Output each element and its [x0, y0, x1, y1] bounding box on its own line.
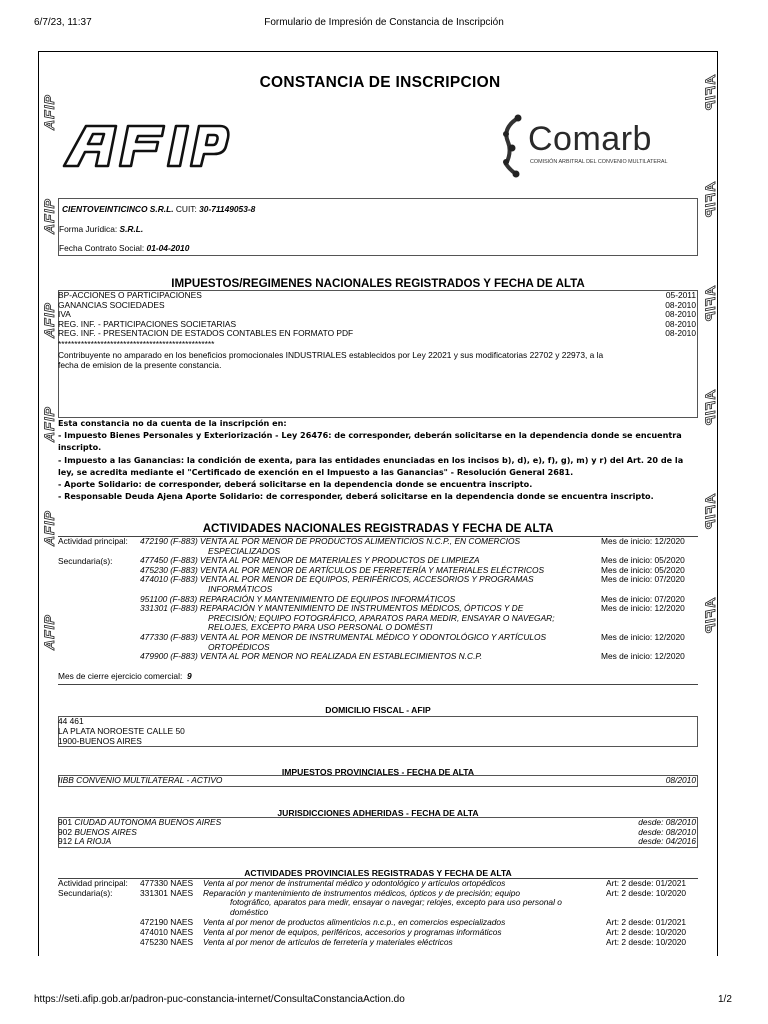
fecha-contrato-line [59, 243, 189, 253]
actprov-line: Venta al por menor de instrumental médico y odontológico y artículos ortopédicos [203, 878, 506, 888]
actividades-bottom-rule [58, 684, 698, 685]
actprov-art: Art: 2 desde: 01/2021 [606, 917, 687, 928]
domicilio-line: 1900-BUENOS AIRES [58, 736, 142, 746]
impuesto-date: 08-2010 [665, 318, 696, 329]
document-title: CONSTANCIA DE INSCRIPCION [259, 74, 501, 91]
actprov-code: 475230 NAES [140, 936, 194, 947]
imp-prov-row [58, 776, 698, 786]
actividad-principal-label: Actividad principal: [58, 536, 128, 546]
forma-value: S.R.L. [119, 224, 144, 234]
actividad-mes: Mes de inicio: 07/2020 [601, 574, 685, 585]
actividad-mes: Mes de inicio: 05/2020 [601, 555, 685, 566]
fecha-label: Fecha Contrato Social: [59, 243, 145, 253]
impuesto-name: GANANCIAS SOCIEDADES [58, 299, 165, 310]
stars-separator: ************************************************ [58, 339, 215, 349]
actprov-code: 477330 NAES [140, 878, 194, 888]
afip-watermark: AFIP [41, 302, 57, 338]
jurisdiccion-name: CIUDAD AUTONOMA BUENOS AIRES [74, 817, 222, 827]
impuesto-row [58, 329, 698, 339]
note-line: - Responsable Deuda Ajena Aporte Solidario: de corresponder, deberá solicitarse en la dependencia donde se encuentra inscripto. [58, 491, 654, 502]
afip-watermark: AFIP [702, 75, 718, 111]
actividad-mes: Mes de inicio: 12/2020 [601, 632, 685, 642]
actividad-line: RELOJES, EXCEPTO PARA USO PERSONAL O DOMÉSTI [208, 622, 433, 633]
imp-prov-date: 08/2010 [665, 775, 696, 785]
domicilio-heading: DOMICILIO FISCAL - AFIP [325, 705, 431, 715]
actprov-line: Reparación y mantenimiento de instrumentos médicos, ópticos y de precisión; equipo [203, 887, 521, 898]
afip-watermark: AFIP [41, 614, 57, 650]
impuesto-name: REG. INF. - PARTICIPACIONES SOCIETARIAS [58, 318, 237, 329]
domicilio-line: 44 461 [58, 716, 84, 726]
taxpayer-name: CIENTOVEINTICINCO S.R.L. [62, 204, 174, 214]
taxpayer-box [58, 198, 698, 256]
actprov-code: 331301 NAES [140, 887, 194, 898]
actividad-line: ORTOPÉDICOS [208, 641, 270, 652]
act-prov-heading: ACTIVIDADES PROVINCIALES REGISTRADAS Y FECHA DE ALTA [244, 868, 512, 878]
impuesto-row [58, 301, 698, 311]
actividad-line: 331301 (F-883) REPARACIÓN Y MANTENIMIENTO DE INSTRUMENTOS MÉDICOS, ÓPTICOS Y DE [140, 603, 524, 614]
note-line: ley, se acredita mediante el "Certificado de exención en el Impuesto a las Ganancias" - Resolución General 2681. [58, 466, 574, 477]
forma-juridica-line [59, 224, 143, 234]
taxpayer-id-line [62, 204, 255, 214]
cierre-label: Mes de cierre ejercicio comercial: [58, 671, 183, 681]
cierre-line [58, 672, 192, 682]
actividades-heading: ACTIVIDADES NACIONALES REGISTRADAS Y FECHA DE ALTA [202, 522, 554, 535]
actprov-line: doméstico [230, 906, 269, 917]
actprov-line: Venta al por menor de productos alimenticios n.c.p., en comercios especializados [203, 917, 506, 928]
jurisdiccion-name: BUENOS AIRES [74, 826, 137, 837]
jurisdiccion-row [58, 837, 698, 847]
actividad-line: 475230 (F-883) VENTA AL POR MENOR DE ARTÍCULOS DE FERRETERÍA Y MATERIALES ELÉCTRICOS [140, 564, 545, 575]
note-line: - Aporte Solidario: de corresponder, deberá solicitarse en la dependencia donde se encuentra inscripto. [58, 479, 533, 489]
afip-watermark: AFIP [41, 406, 57, 442]
actprov-art: Art: 2 desde: 10/2020 [606, 887, 687, 898]
actividad-line: 479900 (F-883) VENTA AL POR MENOR NO REALIZADA EN ESTABLECIMIENTOS N.C.P. [140, 651, 483, 662]
impuesto-name: IVA [58, 309, 71, 320]
print-page-number: 1/2 [718, 994, 732, 1005]
domicilio-line: LA PLATA NOROESTE CALLE 50 [58, 726, 185, 736]
afip-watermark: AFIP [702, 494, 718, 530]
impuesto-name: BP-ACCIONES O PARTICIPACIONES [58, 290, 202, 300]
imp-prov-name: IIBB CONVENIO MULTILATERAL - ACTIVO [58, 775, 223, 785]
jurisdiccion-desde: desde: 08/2010 [638, 817, 696, 827]
secundarias-label: Secundaria(s): [58, 556, 113, 566]
jurisdiccion-desde: desde: 08/2010 [638, 826, 696, 837]
afip-logo [60, 122, 230, 170]
actprov-line: Venta al por menor de artículos de ferretería y materiales eléctricos [203, 936, 453, 947]
comarb-symbol-icon [498, 112, 528, 178]
comarb-subtitle: COMISIÓN ARBITRAL DEL CONVENIO MULTILATERAL [530, 159, 668, 165]
comarb-wordmark: Comarb [528, 120, 652, 158]
actprov-art: Art: 2 desde: 10/2020 [606, 936, 687, 947]
actividad-mes: Mes de inicio: 12/2020 [601, 603, 685, 614]
jurisdiccion-code: 902 [58, 826, 72, 837]
note-line: inscripto. [58, 442, 102, 453]
cuit-label: CUIT: [175, 204, 197, 214]
afip-watermark: AFIP [702, 286, 718, 322]
impuestos-heading: IMPUESTOS/REGIMENES NACIONALES REGISTRADOS Y FECHA DE ALTA [171, 277, 585, 290]
promo-text-1: Contribuyente no amparado en los beneficios promocionales INDUSTRIALES establecidos por Ley 22021 y sus modificatorias 22702 y 22973, a la [58, 350, 604, 360]
forma-label: Forma Jurídica: [59, 224, 118, 234]
afip-watermark: AFIP [41, 198, 57, 234]
cierre-value: 9 [186, 671, 192, 681]
jurisdiccion-code: 912 [58, 836, 72, 847]
actprov-art: Art: 2 desde: 01/2021 [606, 878, 687, 888]
jurisdiccion-desde: desde: 04/2016 [638, 836, 696, 847]
actividad-line: 477450 (F-883) VENTA AL POR MENOR DE MATERIALES Y PRODUCTOS DE LIMPIEZA [140, 555, 480, 566]
impuesto-date: 08-2010 [665, 299, 696, 310]
print-url: https://seti.afip.gob.ar/padron-puc-constancia-internet/ConsultaConstanciaAction.do [34, 994, 405, 1005]
afip-watermark: AFIP [702, 182, 718, 218]
fecha-value: 01-04-2010 [146, 243, 190, 253]
actprov-code: 474010 NAES [140, 927, 194, 937]
impuesto-date: 08-2010 [665, 328, 696, 339]
jurisdiccion-name: LA RIOJA [74, 836, 112, 847]
note-line: - Impuesto Bienes Personales y Exteriorización - Ley 26476: de corresponder, deberán solicitarse en la dependencia donde se encuentra [58, 430, 682, 441]
print-datetime: 6/7/23, 11:37 [34, 17, 92, 28]
afip-watermark: AFIP [702, 390, 718, 426]
actprov-line: Venta al por menor de equipos, periféricos, accesorios y programas informáticos [203, 927, 502, 937]
impuesto-date: 08-2010 [665, 309, 696, 320]
note-line: Esta constancia no da cuenta de la inscripción en: [58, 418, 287, 428]
afip-watermark: AFIP [702, 598, 718, 634]
jurisdiccion-code: 901 [58, 817, 72, 827]
afip-watermark: AFIP [41, 510, 57, 546]
actividad-line: INFORMÁTICOS [208, 584, 273, 594]
impuesto-name: REG. INF. - PRESENTACION DE ESTADOS CONTABLES EN FORMATO PDF [58, 328, 354, 339]
jurisdicciones-heading: JURISDICCIONES ADHERIDAS - FECHA DE ALTA [277, 808, 479, 818]
actividad-line: 474010 (F-883) VENTA AL POR MENOR DE EQUIPOS, PERIFÉRICOS, ACCESORIOS Y PROGRAMAS [140, 574, 534, 585]
actividad-mes: Mes de inicio: 05/2020 [601, 564, 685, 575]
act-prov-secundarias-label: Secundaria(s): [58, 888, 113, 898]
act-prov-principal-label: Actividad principal: [58, 878, 128, 888]
actividad-line: 477330 (F-883) VENTA AL POR MENOR DE INSTRUMENTAL MÉDICO Y ODONTOLÓGICO Y ARTÍCULOS [140, 632, 547, 642]
jurisdiccion-row [58, 828, 698, 838]
impuesto-date: 05-2011 [665, 290, 696, 300]
actividad-line: 472190 (F-883) VENTA AL POR MENOR DE PRODUCTOS ALIMENTICIOS N.C.P., EN COMERCIOS [140, 536, 521, 546]
print-title: Formulario de Impresión de Constancia de Inscripción [264, 17, 504, 28]
actprov-line: fotográfico, aparatos para medir, ensayar o navegar; relojes, excepto para uso personal o [230, 897, 562, 908]
actividad-mes: Mes de inicio: 07/2020 [601, 593, 685, 604]
cuit-value: 30-71149053-8 [199, 204, 256, 214]
comarb-logo [498, 112, 703, 178]
actividad-line: ESPECIALIZADOS [208, 545, 281, 556]
actividad-line: 951100 (F-883) REPARACIÓN Y MANTENIMIENTO DE EQUIPOS INFORMÁTICOS [140, 593, 456, 604]
afip-watermark: AFIP [41, 94, 57, 130]
actividad-mes: Mes de inicio: 12/2020 [601, 651, 685, 662]
actividad-line: PRECISIÓN; EQUIPO FOTOGRÁFICO, APARATOS PARA MEDIR, ENSAYAR O NAVEGAR; [208, 612, 555, 623]
actprov-art: Art: 2 desde: 10/2020 [606, 927, 687, 937]
actprov-code: 472190 NAES [140, 917, 194, 928]
note-line: - Impuesto a las Ganancias: la condición de exenta, para las entidades enunciadas en los incisos b), d), e), f), g), m) y r) del Art. 20 de la [58, 454, 684, 465]
jurisdiccion-row [58, 818, 698, 828]
promo-text-2: fecha de emision de la presente constancia. [58, 360, 222, 370]
actividad-mes: Mes de inicio: 12/2020 [601, 536, 685, 546]
imp-prov-heading: IMPUESTOS PROVINCIALES - FECHA DE ALTA [281, 767, 475, 777]
